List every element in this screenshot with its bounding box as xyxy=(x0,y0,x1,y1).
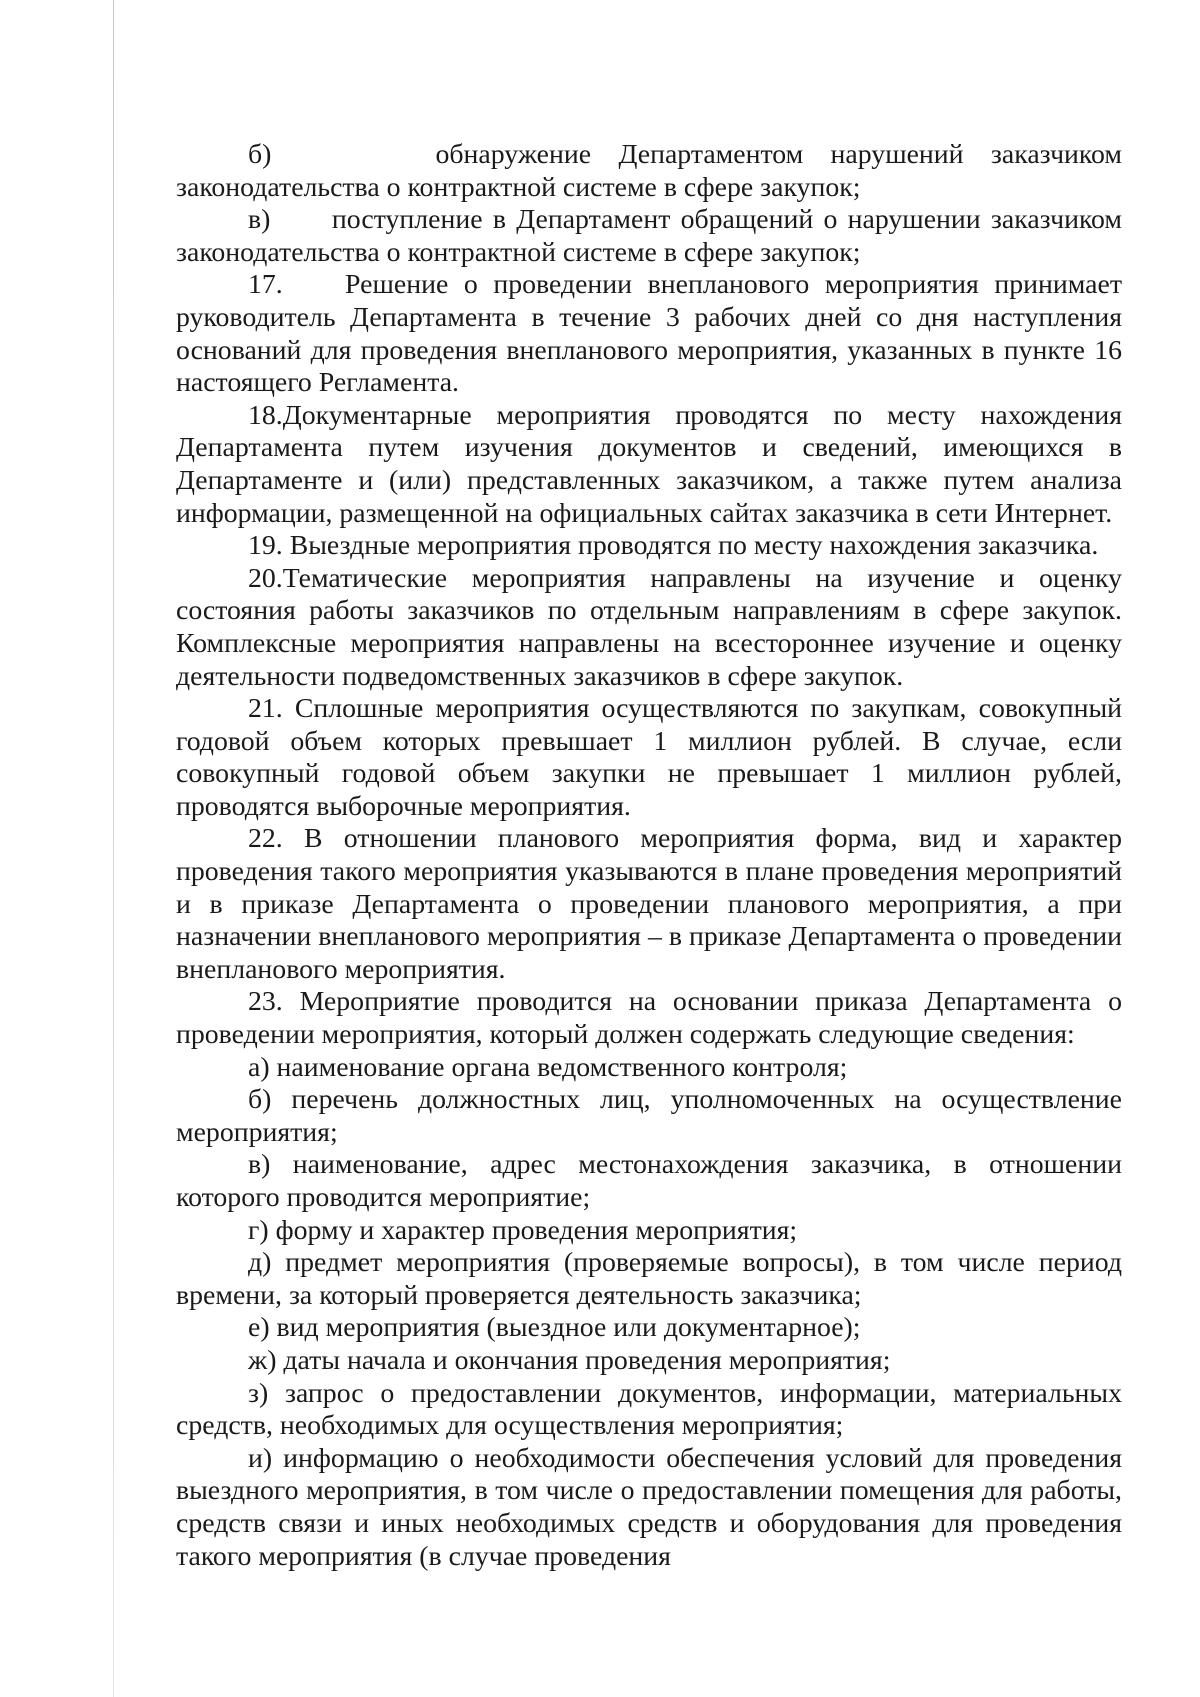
paragraph-23: 23. Мероприятие проводится на основании приказа Департамента о проведении мероприятия, который должен содержать следующие сведения: xyxy=(176,986,1122,1051)
list-item-b: б) перечень должностных лиц, уполномоченных на осуществление мероприятия; xyxy=(176,1084,1122,1148)
paragraph-b-detection: б) обнаружение Департаментом нарушений заказчиком законодательства о контрактной системе в сфере закупок; xyxy=(176,139,1122,203)
paragraph-v-appeals: в) поступление в Департамент обращений о нарушении заказчиком законодательства о контрактной системе в сфере закупок; xyxy=(176,204,1122,268)
document-page xyxy=(176,139,1122,1573)
list-item-g: г) форму и характер проведения мероприятия; xyxy=(248,1214,798,1246)
list-item-zh: ж) даты начала и окончания проведения мероприятия; xyxy=(248,1344,891,1376)
list-item-d: д) предмет мероприятия (проверяемые вопросы), в том числе период времени, за который проверяется деятельность заказчика; xyxy=(176,1247,1122,1311)
paragraph-20: 20.Тематические мероприятия направлены на изучение и оценку состояния работы заказчиков по отдельным направлениям в сфере закупок. Комплексные мероприятия направлены на всестороннее изучение и оценку деятельности подведомственных заказчиков в сфере закупок. xyxy=(176,562,1122,692)
paragraph-21: 21. Сплошные мероприятия осуществляются по закупкам, совокупный годовой объем которых превышает 1 миллион рублей. В случае, если совокупный годовой объем закупки не превышает 1 миллион рублей, проводятся выборочные мероприятия. xyxy=(176,693,1122,822)
paragraph-17: 17. Решение о проведении внепланового мероприятия принимает руководитель Департамента в течение 3 рабочих дней со дня наступления оснований для проведения внепланового мероприятия, указанных в пункте 16 настоящего Регламента. xyxy=(176,269,1122,399)
list-item-e: е) вид мероприятия (выездное или документарное); xyxy=(248,1312,861,1344)
list-item-a: а) наименование органа ведомственного контроля; xyxy=(248,1051,848,1083)
paragraph-22: 22. В отношении планового мероприятия форма, вид и характер проведения такого мероприятия указываются в плане проведения мероприятий и в приказе Департамента о проведении планового мероприятия, а при назначении внепланового мероприятия – в приказе Департамента о проведении внепланового мероприятия. xyxy=(176,823,1122,985)
paragraph-19: 19. Выездные мероприятия проводятся по месту нахождения заказчика. xyxy=(248,530,1099,562)
page-margin-line xyxy=(113,0,114,1697)
list-item-z: з) запрос о предоставлении документов, информации, материальных средств, необходимых для осуществления мероприятия; xyxy=(176,1377,1122,1442)
paragraph-18: 18.Документарные мероприятия проводятся по месту нахождения Департамента путем изучения документов и сведений, имеющихся в Департаменте и (или) представленных заказчиком, а также путем анализа информации, размещенной на официальных сайтах заказчика в сети Интернет. xyxy=(176,399,1122,529)
list-item-v: в) наименование, адрес местонахождения заказчика, в отношении которого проводится мероприятие; xyxy=(176,1149,1122,1213)
list-item-i: и) информацию о необходимости обеспечения условий для проведения выездного мероприятия, в том числе о предоставлении помещения для работы, средств связи и иных необходимых средств и оборудования для проведения такого мероприятия (в случае проведения xyxy=(176,1442,1122,1572)
